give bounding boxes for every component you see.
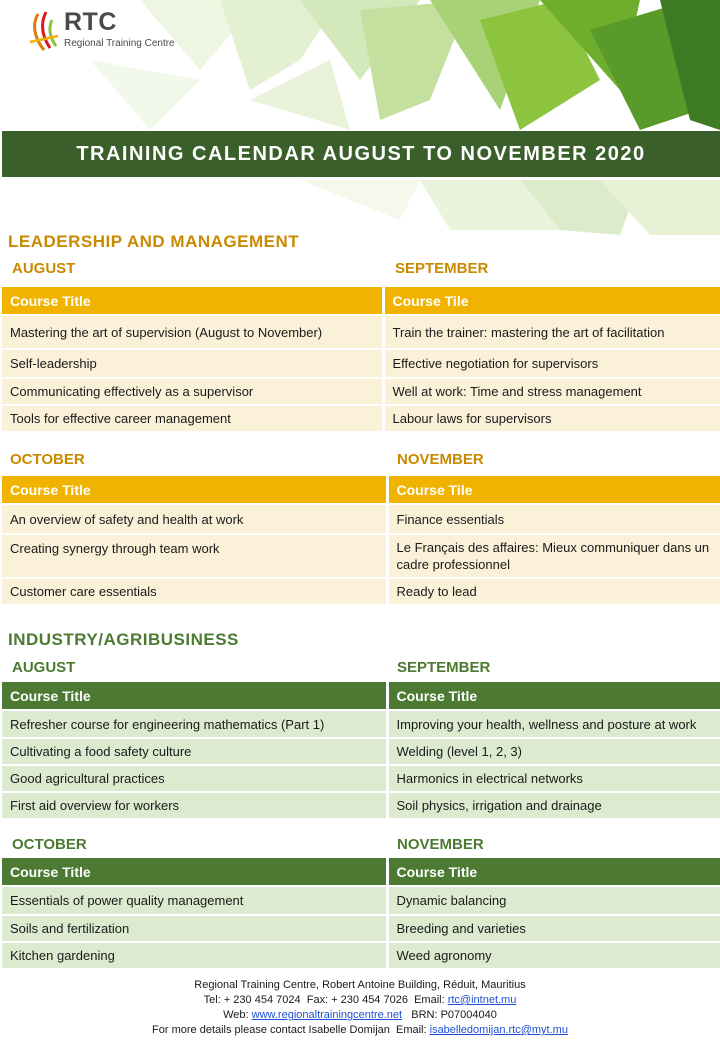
page-title: TRAINING CALENDAR AUGUST TO NOVEMBER 2020 [76,143,646,165]
month-label: NOVEMBER [397,836,484,853]
course-cell: Ready to lead [387,578,720,605]
course-cell: Creating synergy through team work [2,534,387,578]
footer [0,978,720,1038]
course-cell: Customer care essentials [2,578,387,605]
footer-web-label: Web: [223,1009,249,1021]
course-cell: Soil physics, irrigation and drainage [387,792,720,819]
footer-contact-email-label: Email: [396,1024,427,1036]
course-cell: Improving your health, wellness and posture at work [387,710,720,738]
table-row [2,765,720,792]
footer-contact-email-link[interactable]: isabelledomijan.rtc@myt.mu [429,1024,568,1036]
month-label: NOVEMBER [397,451,484,468]
footer-email-link[interactable]: rtc@intnet.mu [447,994,517,1006]
footer-details-line [0,1023,720,1038]
course-table-industry-oct-nov [2,858,720,970]
footer-web-link[interactable]: www.regionaltrainingcentre.net [251,1009,403,1021]
table-row [2,915,720,942]
course-cell: Effective negotiation for supervisors [383,349,720,378]
column-header: Course Title [387,858,720,886]
table-header-row [2,858,720,886]
table-row [2,942,720,969]
course-cell: Weed agronomy [387,942,720,969]
course-cell: Breeding and varieties [387,915,720,942]
course-cell: First aid overview for workers [2,792,387,819]
column-header: Course Title [2,858,387,886]
footer-fax: Fax: + 230 454 7026 [306,994,408,1006]
month-label: OCTOBER [10,451,85,468]
course-cell: Welding (level 1, 2, 3) [387,738,720,765]
course-cell: Kitchen gardening [2,942,387,969]
course-cell: Labour laws for supervisors [383,405,720,432]
column-header: Course Title [2,682,387,710]
table-row [2,504,720,534]
course-cell: Self-leadership [2,349,383,378]
course-cell: Harmonics in electrical networks [387,765,720,792]
column-header: Course Tile [383,287,720,315]
course-cell: An overview of safety and health at work [2,504,387,534]
month-label: AUGUST [12,260,76,277]
course-cell: Le Français des affaires: Mieux communiquer dans un cadre professionnel [387,534,720,578]
brand-name: RTC [64,8,117,36]
course-cell: Mastering the art of supervision (August to November) [2,315,383,349]
table-row [2,378,720,405]
course-cell: Refresher course for engineering mathematics (Part 1) [2,710,387,738]
table-row [2,349,720,378]
footer-contact-line [0,993,720,1008]
table-row [2,578,720,605]
table-row [2,738,720,765]
course-cell: Finance essentials [387,504,720,534]
course-cell: Tools for effective career management [2,405,383,432]
month-label: OCTOBER [12,836,87,853]
table-row [2,710,720,738]
footer-address: Regional Training Centre, Robert Antoine Building, Réduit, Mauritius [194,979,526,991]
course-cell: Essentials of power quality management [2,886,387,915]
month-label: AUGUST [12,659,76,676]
table-row [2,405,720,432]
footer-tel: Tel: + 230 454 7024 [203,994,301,1006]
table-header-row [2,287,720,315]
course-cell: Good agricultural practices [2,765,387,792]
footer-web-line [0,1008,720,1023]
footer-brn: BRN: P07004040 [411,1009,497,1021]
footer-contact-text: For more details please contact Isabelle Domijan [152,1024,390,1036]
course-table-leadership-oct-nov [2,476,720,606]
course-cell: Dynamic balancing [387,886,720,915]
course-cell: Cultivating a food safety culture [2,738,387,765]
table-row [2,792,720,819]
course-table-leadership-aug-sep [2,287,720,433]
column-header: Course Tile [387,476,720,504]
month-label: SEPTEMBER [395,260,489,277]
course-cell: Well at work: Time and stress management [383,378,720,405]
course-cell: Soils and fertilization [2,915,387,942]
brand-subtitle: Regional Training Centre [64,38,175,49]
course-table-industry-aug-sep [2,682,720,820]
footer-email-label: Email: [414,994,445,1006]
course-cell: Train the trainer: mastering the art of facilitation [383,315,720,349]
month-label: SEPTEMBER [397,659,491,676]
section-title-industry: INDUSTRY/AGRIBUSINESS [8,630,239,649]
table-row [2,886,720,915]
column-header: Course Title [2,287,383,315]
column-header: Course Title [387,682,720,710]
table-header-row [2,476,720,504]
title-banner [2,131,720,177]
table-row [2,534,720,578]
course-cell: Communicating effectively as a supervisor [2,378,383,405]
table-row [2,315,720,349]
section-title-leadership: LEADERSHIP AND MANAGEMENT [8,232,300,251]
column-header: Course Title [2,476,387,504]
table-header-row [2,682,720,710]
